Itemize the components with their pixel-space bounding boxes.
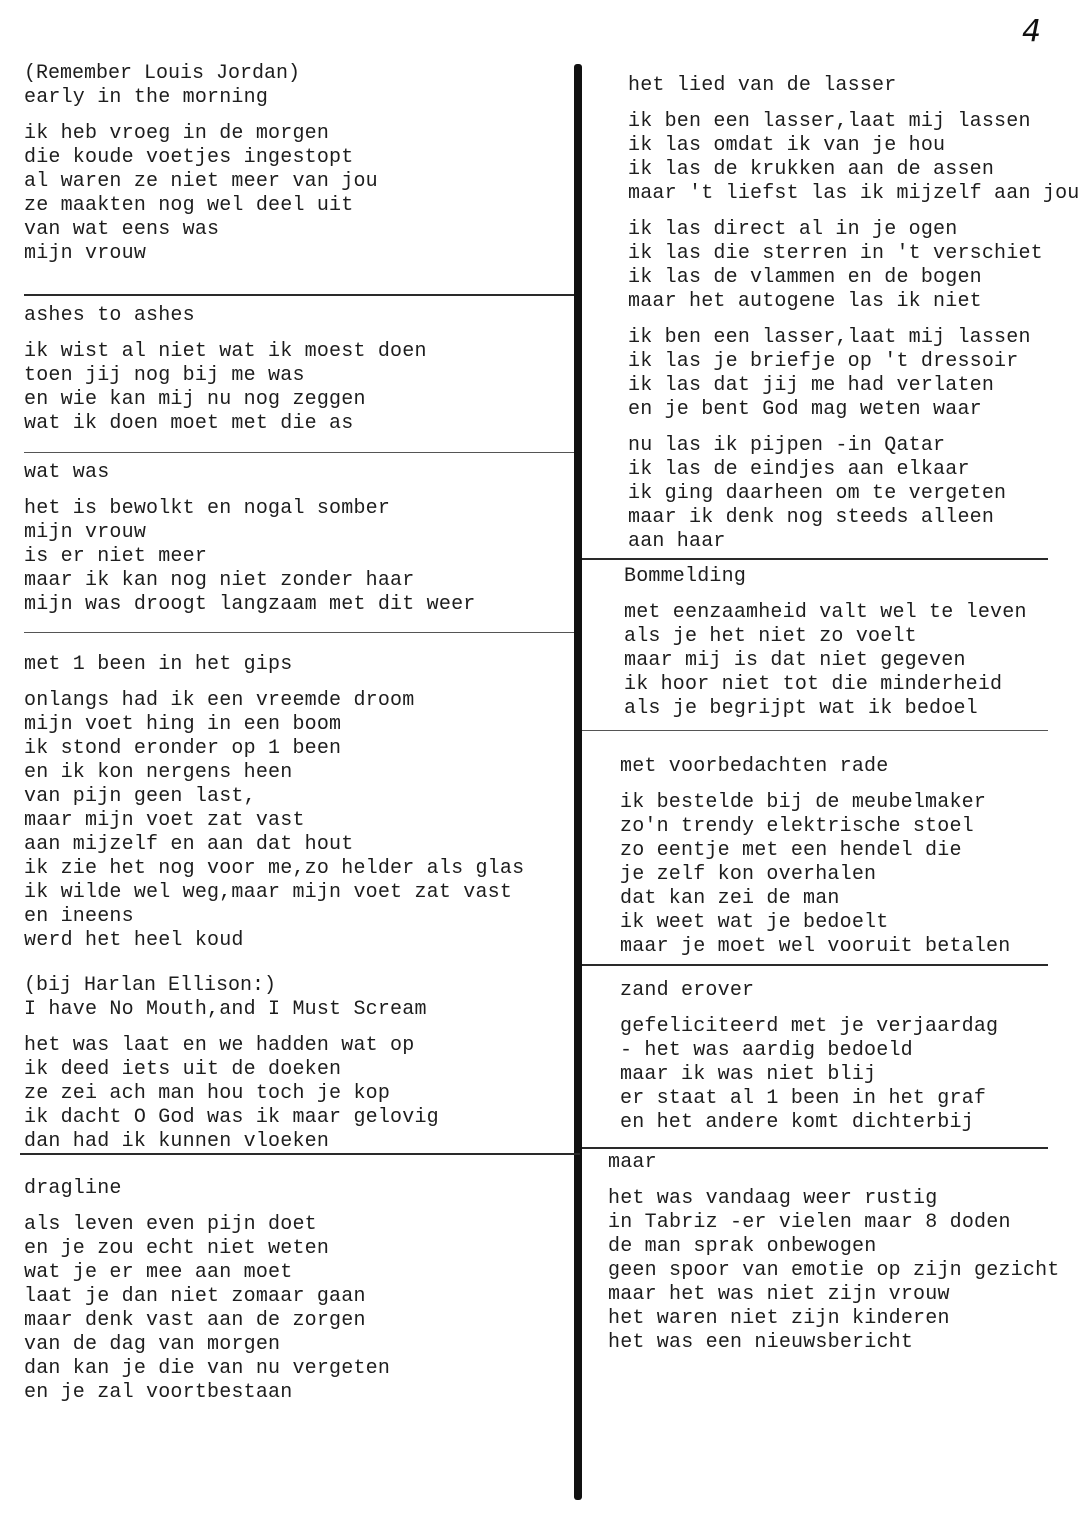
poem-line: onlangs had ik een vreemde droom [24, 689, 415, 712]
poem-early-in-the-morning [24, 62, 378, 278]
poem-line: maar mij is dat niet gegeven [624, 649, 966, 672]
poem-line: van wat eens was [24, 218, 220, 241]
poem-line: zo'n trendy elektrische stoel [620, 815, 974, 838]
poem-line: ik las de krukken aan de assen [628, 158, 995, 181]
poem-line: aan haar [628, 530, 726, 553]
poem-line: het is bewolkt en nogal somber [24, 497, 391, 520]
poem-line: van pijn geen last, [24, 785, 256, 808]
stanza [628, 434, 1079, 554]
stanza [24, 340, 427, 436]
poem-line: ze maakten nog wel deel uit [24, 194, 354, 217]
poem-line: ik deed iets uit de doeken [24, 1058, 342, 1081]
stanza [24, 497, 475, 617]
poem-line: ik weet wat je bedoelt [620, 911, 889, 934]
poem-line: maar ik denk nog steeds alleen [628, 506, 995, 529]
poem-title: met voorbedachten rade [620, 755, 889, 778]
poem-line: maar het was niet zijn vrouw [608, 1283, 950, 1306]
poem-dedication: (bij Harlan Ellison:) [24, 974, 277, 997]
poem-line: dan kan je die van nu vergeten [24, 1357, 391, 1380]
poem-title: I have No Mouth,and I Must Scream [24, 998, 427, 1021]
poem-line: ik las direct al in je ogen [628, 218, 958, 241]
poem-met-voorbedachten-rade [620, 755, 1010, 971]
poem-line: ik las de eindjes aan elkaar [628, 458, 970, 481]
poem-line: werd het heel koud [24, 929, 244, 952]
poem-line: ik wist al niet wat ik moest doen [24, 340, 427, 363]
poem-title: het lied van de lasser [628, 74, 897, 97]
poem-line: en het andere komt dichterbij [620, 1111, 974, 1134]
poem-title: Bommelding [624, 565, 747, 588]
section-divider [582, 730, 1048, 731]
poem-line: maar het autogene las ik niet [628, 290, 982, 313]
poem-title: zand erover [620, 979, 755, 1002]
poem-line: maar ik kan nog niet zonder haar [24, 569, 415, 592]
stanza [624, 601, 1027, 721]
section-divider [24, 452, 574, 453]
stanza [620, 1015, 998, 1135]
poem-line: en ik kon nergens heen [24, 761, 293, 784]
poem-line: ik heb vroeg in de morgen [24, 122, 330, 145]
poem-zand-erover [620, 979, 998, 1147]
poem-line: - het was aardig bedoeld [620, 1039, 913, 1062]
poem-wat-was [24, 461, 475, 629]
poem-line: als je begrijpt wat ik bedoel [624, 697, 978, 720]
poem-line: ik wilde wel weg,maar mijn voet zat vast [24, 881, 513, 904]
poem-line: ik las dat jij me had verlaten [628, 374, 995, 397]
poem-line: gefeliciteerd met je verjaardag [620, 1015, 999, 1038]
stanza [628, 218, 1079, 314]
poem-line: mijn vrouw [24, 521, 147, 544]
page-number: 4 [1022, 14, 1042, 49]
poem-line: mijn was droogt langzaam met dit weer [24, 593, 476, 616]
poem-line: ze zei ach man hou toch je kop [24, 1082, 391, 1105]
poem-line: mijn voet hing in een boom [24, 713, 342, 736]
poem-line: de man sprak onbewogen [608, 1235, 877, 1258]
poem-bommelding [624, 565, 1027, 733]
poem-title: dragline [24, 1177, 122, 1200]
poem-line: ik ben een lasser,laat mij lassen [628, 326, 1031, 349]
poem-line: toen jij nog bij me was [24, 364, 305, 387]
poem-line: ik las de vlammen en de bogen [628, 266, 982, 289]
poem-line: ik las je briefje op 't dressoir [628, 350, 1019, 373]
poem-line: ik las die sterren in 't verschiet [628, 242, 1043, 265]
stanza [24, 689, 524, 953]
stanza [24, 122, 378, 266]
section-divider [582, 1147, 1048, 1149]
poem-line: ik hoor niet tot die minderheid [624, 673, 1003, 696]
poem-line: die koude voetjes ingestopt [24, 146, 354, 169]
poem-title: ashes to ashes [24, 304, 195, 327]
poem-line: maar mijn voet zat vast [24, 809, 305, 832]
poem-line: en je zal voortbestaan [24, 1381, 293, 1404]
poem-line: ik zie het nog voor me,zo helder als glas [24, 857, 525, 880]
poem-dedication: (Remember Louis Jordan) [24, 62, 301, 85]
poem-line: nu las ik pijpen -in Qatar [628, 434, 946, 457]
center-divider [574, 64, 582, 1500]
poem-i-have-no-mouth [24, 974, 439, 1166]
poem-line: ik las omdat ik van je hou [628, 134, 946, 157]
poem-line: maar ik was niet blij [620, 1063, 877, 1086]
poem-line: het was een nieuwsbericht [608, 1331, 914, 1354]
poem-title: wat was [24, 461, 110, 484]
poem-line: ik stond eronder op 1 been [24, 737, 342, 760]
poem-line: aan mijzelf en aan dat hout [24, 833, 354, 856]
poem-line: wat je er mee aan moet [24, 1261, 293, 1284]
stanza [620, 791, 1010, 959]
poem-line: je zelf kon overhalen [620, 863, 877, 886]
poem-line: maar 't liefst las ik mijzelf aan jou [628, 182, 1080, 205]
stanza [628, 326, 1079, 422]
poem-title: maar [608, 1151, 657, 1174]
poem-line: al waren ze niet meer van jou [24, 170, 378, 193]
poem-line: als leven even pijn doet [24, 1213, 317, 1236]
section-divider [20, 1153, 580, 1155]
poem-maar [608, 1151, 1059, 1367]
poem-line: dan had ik kunnen vloeken [24, 1130, 330, 1153]
poem-line: ik ging daarheen om te vergeten [628, 482, 1007, 505]
poem-line: ik ben een lasser,laat mij lassen [628, 110, 1031, 133]
poem-line: laat je dan niet zomaar gaan [24, 1285, 366, 1308]
poem-line: als je het niet zo voelt [624, 625, 917, 648]
poem-line: ik dacht O God was ik maar gelovig [24, 1106, 439, 1129]
stanza [608, 1187, 1059, 1355]
poem-line: maar je moet wel vooruit betalen [620, 935, 1011, 958]
poem-line: maar denk vast aan de zorgen [24, 1309, 366, 1332]
poem-line: en ineens [24, 905, 134, 928]
stanza [24, 1034, 439, 1154]
stanza [628, 110, 1079, 206]
poem-line: ik bestelde bij de meubelmaker [620, 791, 987, 814]
poem-title: early in the morning [24, 86, 269, 109]
poem-ashes-to-ashes [24, 304, 427, 448]
poem-line: het was vandaag weer rustig [608, 1187, 938, 1210]
poem-line: er staat al 1 been in het graf [620, 1087, 987, 1110]
poem-line: wat ik doen moet met die as [24, 412, 354, 435]
poem-dragline [24, 1177, 390, 1417]
poem-line: geen spoor van emotie op zijn gezicht [608, 1259, 1060, 1282]
poem-line: en je zou echt niet weten [24, 1237, 330, 1260]
poem-line: zo eentje met een hendel die [620, 839, 962, 862]
section-divider [24, 294, 574, 296]
poem-line: met eenzaamheid valt wel te leven [624, 601, 1027, 624]
stanza [24, 1213, 390, 1405]
poem-line: in Tabriz -er vielen maar 8 doden [608, 1211, 1011, 1234]
poem-line: dat kan zei de man [620, 887, 840, 910]
poem-line: mijn vrouw [24, 242, 147, 265]
poem-met-1-been-in-het-gips [24, 653, 524, 965]
poem-line: en je bent God mag weten waar [628, 398, 982, 421]
section-divider [582, 558, 1048, 560]
poem-line: en wie kan mij nu nog zeggen [24, 388, 366, 411]
poem-line: het was laat en we hadden wat op [24, 1034, 415, 1057]
poem-line: van de dag van morgen [24, 1333, 281, 1356]
poem-line: het waren niet zijn kinderen [608, 1307, 950, 1330]
poem-het-lied-van-de-lasser [628, 74, 1079, 566]
poem-line: is er niet meer [24, 545, 208, 568]
section-divider [24, 632, 574, 633]
poem-title: met 1 been in het gips [24, 653, 293, 676]
section-divider [582, 964, 1048, 966]
